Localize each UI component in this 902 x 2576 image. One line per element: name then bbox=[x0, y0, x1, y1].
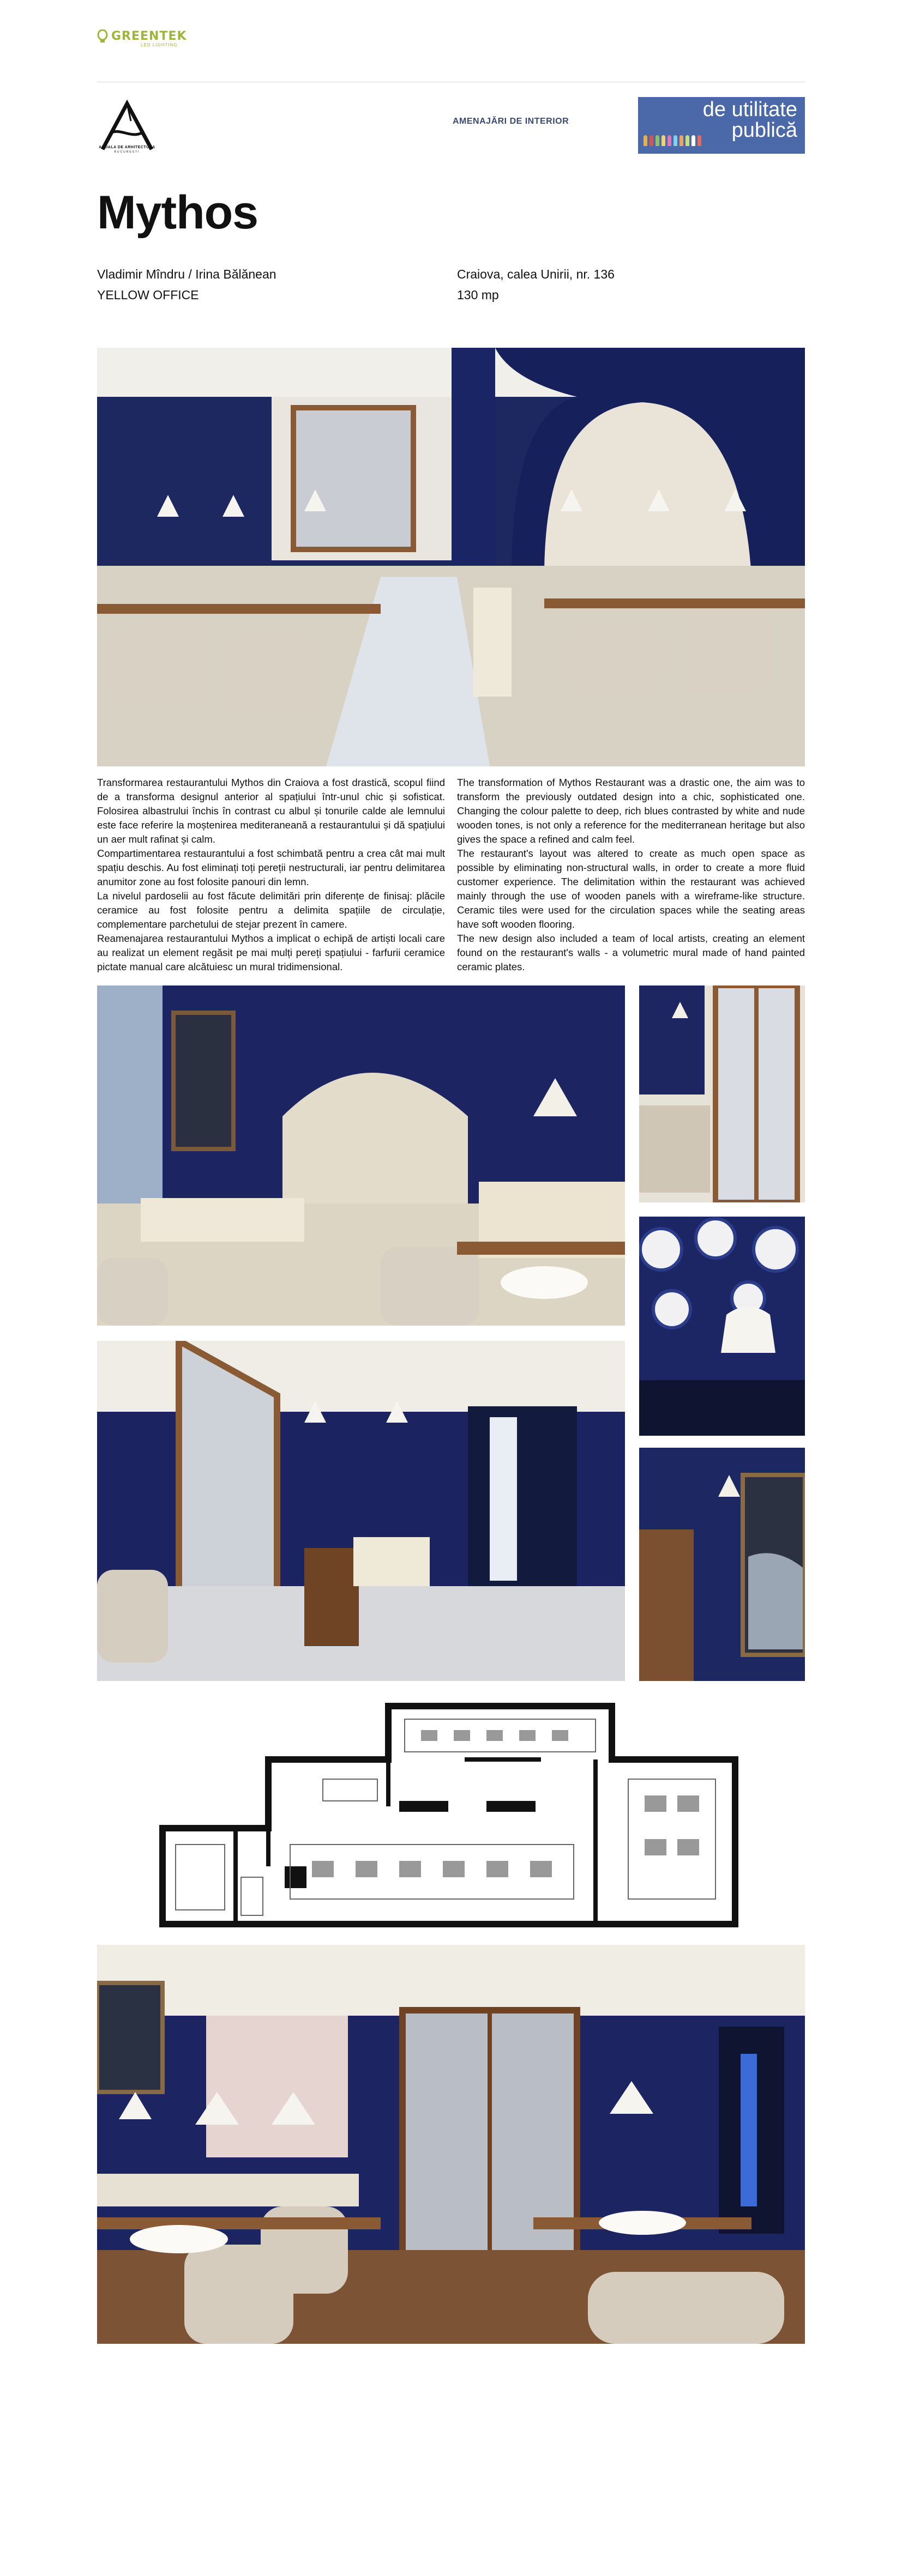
photo-entrance bbox=[97, 1341, 625, 1681]
project-title: Mythos bbox=[97, 186, 258, 239]
project-office: YELLOW OFFICE bbox=[97, 288, 199, 302]
badge-text bbox=[703, 99, 797, 141]
paragraph: Transformarea restaurantului Mythos din Craiova a fost drastică, scopul fiind de a transforma designul anterior al spațiului într-unul chic și sofisticat. Folosirea albastrului închis în contrast cu albul și tonurile calde ale lemnului este face referire la moștenirea mediteraneană a restaurantului și dă spațiului un aer mult rafinat și calm. bbox=[97, 777, 445, 845]
photo-plate-mural bbox=[639, 1217, 805, 1436]
project-authors: Vladimir Mîndru / Irina Bălănean bbox=[97, 267, 276, 281]
photo-glass-partition bbox=[639, 985, 805, 1202]
description-english bbox=[457, 776, 805, 974]
paragraph: Compartimentarea restaurantului a fost schimbată pentru a crea cât mai mult spațiu deschis. Au fost eliminați toți pereții nestructurali, iar pentru delimitarea anumitor zone au fost folosite panouri din lemn. bbox=[97, 848, 445, 887]
project-location: Craiova, calea Unirii, nr. 136 bbox=[457, 267, 615, 281]
sponsor-tagline: LED LIGHTING bbox=[141, 43, 178, 47]
badge-line-2: publică bbox=[731, 119, 797, 142]
project-area: 130 mp bbox=[457, 288, 499, 302]
annual-logo-subtitle: BUCURESTI bbox=[114, 150, 140, 154]
photo-dining-arch bbox=[97, 985, 625, 1326]
paragraph: The transformation of Mythos Restaurant was a drastic one, the aim was to transform the previously outdated design into a chic, sophisticated one. Changing the colour palette to deep, rich blues contrasted by white and nude wooden tones, is not only a reference for the mediterranean heritage but also gives the space a refined and calm feel. bbox=[457, 777, 805, 845]
floor-plan-drawing bbox=[159, 1703, 741, 1930]
paragraph: La nivelul pardoselii au fost făcute delimitări prin diferențe de finisaj: plăcile ceramice au fost folosite pentru a delimita spațiile de circulație, complementare parchetului de stejar prezent în camere. bbox=[97, 890, 445, 930]
badge-line-1: de utilitate bbox=[702, 98, 797, 121]
sponsor-name: GREENTEK bbox=[111, 29, 187, 43]
paragraph: Reamenajarea restaurantului Mythos a implicat o echipă de artiști locali care au realizat un element regăsit pe mai mulți pereți spațiului - farfurii ceramice pictate manual care alcătuiesc un mural tridimensional. bbox=[97, 933, 445, 972]
sponsor-logo bbox=[97, 29, 187, 44]
annual-logo-title: ANUALA DE ARHITECTURA bbox=[99, 146, 155, 149]
annual-logo-caption bbox=[97, 145, 157, 155]
photo-main-hall bbox=[97, 1945, 805, 2344]
paragraph: The restaurant's layout was altered to create as much open space as possible by eliminating non-structural walls, in order to create a more fluid customer experience. The delimitation within the restaurant was achieved mainly through the use of wooden panels with a wireframe-like structure. Ceramic tiles were used for the circulation spaces while the seating areas have soft wooden flooring. bbox=[457, 848, 805, 930]
category-label: AMENAJĂRI DE INTERIOR bbox=[453, 117, 569, 126]
public-utility-badge bbox=[638, 97, 805, 154]
hero-photo bbox=[97, 348, 805, 766]
photo-wall-detail bbox=[639, 1448, 805, 1681]
lightbulb-icon bbox=[97, 29, 108, 44]
people-icons bbox=[644, 135, 701, 146]
paragraph: The new design also included a team of local artists, creating an element found on the restaurant's walls - a volumetric mural made of hand painted ceramic plates. bbox=[457, 933, 805, 972]
description-romanian bbox=[97, 776, 445, 974]
